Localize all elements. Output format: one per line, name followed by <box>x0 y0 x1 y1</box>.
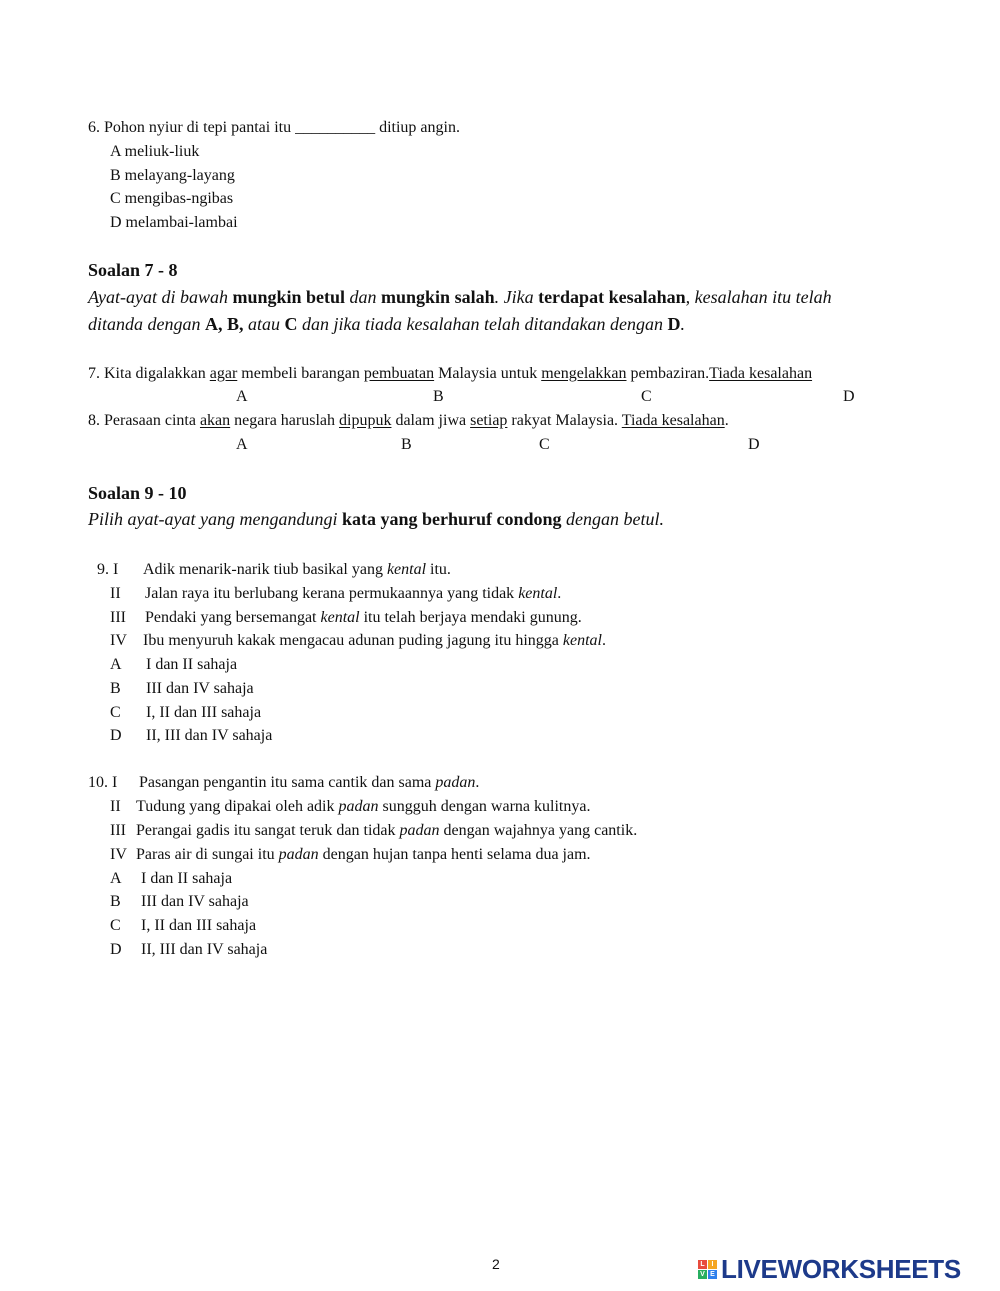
q7-label-c: C <box>641 388 652 405</box>
q10-option-b-text: III dan IV sahaja <box>141 893 249 910</box>
q6-stem: 6. Pohon nyiur di tepi pantai itu __________ ditiup angin. <box>88 119 460 136</box>
q10-option-b-letter: B <box>110 893 121 910</box>
q6-option-d: D melambai-lambai <box>110 214 238 231</box>
q10-option-c-text: I, II dan III sahaja <box>141 917 257 934</box>
q10-option-a-text: I dan II sahaja <box>141 870 233 887</box>
q10-statement-4: Paras air di sungai itu padan dengan hujan tanpa henti selama dua jam. <box>136 846 591 863</box>
q9-roman-2: II <box>110 585 121 602</box>
section-7-8-instruction-line2: ditanda dengan A, B, atau C dan jika tiada kesalahan telah ditandakan dengan D. <box>88 314 685 334</box>
section-9-10-instruction: Pilih ayat-ayat yang mengandungi kata yang berhuruf condong dengan betul. <box>88 509 664 529</box>
brand-name: LIVEWORKSHEETS <box>721 1253 961 1284</box>
q9-option-d-text: II, III dan IV sahaja <box>146 727 273 744</box>
q10-option-d-text: II, III dan IV sahaja <box>141 941 268 958</box>
q6-option-c: C mengibas-ngibas <box>110 190 234 207</box>
q9-option-a-text: I dan II sahaja <box>146 656 238 673</box>
q10-statement-3: Perangai gadis itu sangat teruk dan tidak padan dengan wajahnya yang cantik. <box>136 822 638 839</box>
q9-option-b-letter: B <box>110 680 121 697</box>
section-7-8-heading: Soalan 7 - 8 <box>88 260 178 280</box>
q9-option-c-letter: C <box>110 704 121 721</box>
q10-statement-1: Pasangan pengantin itu sama cantik dan sama padan. <box>139 774 480 791</box>
q8-label-a: A <box>236 436 248 453</box>
q9-option-c-text: I, II dan III sahaja <box>146 704 262 721</box>
q7-label-b: B <box>433 388 444 405</box>
q10-option-a-letter: A <box>110 870 122 887</box>
q8-label-d: D <box>748 436 760 453</box>
q8-sentence: 8. Perasaan cinta akan negara haruslah dipupuk dalam jiwa setiap rakyat Malaysia. Tiada kesalahan. <box>88 412 729 429</box>
live-block-i: I <box>708 1260 717 1269</box>
q6-option-b: B melayang-layang <box>110 167 235 184</box>
q9-statement-3: Pendaki yang bersemangat kental itu telah berjaya mendaki gunung. <box>145 609 582 626</box>
q8-label-c: C <box>539 436 550 453</box>
q10-statement-2: Tudung yang dipakai oleh adik padan sungguh dengan warna kulitnya. <box>136 798 591 815</box>
q9-option-a-letter: A <box>110 656 122 673</box>
live-blocks-icon <box>698 1260 717 1279</box>
q10-roman-2: II <box>110 798 121 815</box>
section-7-8-instruction-line1: Ayat-ayat di bawah mungkin betul dan mungkin salah. Jika terdapat kesalahan, kesalahan itu telah <box>88 287 832 307</box>
q10-roman-4: IV <box>110 846 127 863</box>
q7-label-a: A <box>236 388 248 405</box>
q7-sentence: 7. Kita digalakkan agar membeli barangan pembuatan Malaysia untuk mengelakkan pembaziran.Tiada kesalahan <box>88 365 813 382</box>
q9-number: 9. I <box>97 561 119 578</box>
q8-label-b: B <box>401 436 412 453</box>
page-number: 2 <box>492 1256 500 1272</box>
q10-number: 10. I <box>88 774 118 791</box>
q10-option-d-letter: D <box>110 941 122 958</box>
q9-roman-4: IV <box>110 632 127 649</box>
q9-statement-1: Adik menarik-narik tiub basikal yang kental itu. <box>143 561 451 578</box>
live-block-e: E <box>708 1270 717 1279</box>
q10-roman-3: III <box>110 822 126 839</box>
q9-statement-4: Ibu menyuruh kakak mengacau adunan puding jagung itu hingga kental. <box>143 632 606 649</box>
section-9-10-heading: Soalan 9 - 10 <box>88 483 187 503</box>
live-block-l: L <box>698 1260 707 1269</box>
live-block-v: V <box>698 1270 707 1279</box>
q10-option-c-letter: C <box>110 917 121 934</box>
q9-statement-2: Jalan raya itu berlubang kerana permukaannya yang tidak kental. <box>145 585 562 602</box>
q9-option-d-letter: D <box>110 727 122 744</box>
q6-option-a: A meliuk-liuk <box>110 143 200 160</box>
q9-roman-3: III <box>110 609 126 626</box>
q9-option-b-text: III dan IV sahaja <box>146 680 254 697</box>
q7-label-d: D <box>843 388 855 405</box>
liveworksheets-logo[interactable] <box>698 1254 961 1284</box>
